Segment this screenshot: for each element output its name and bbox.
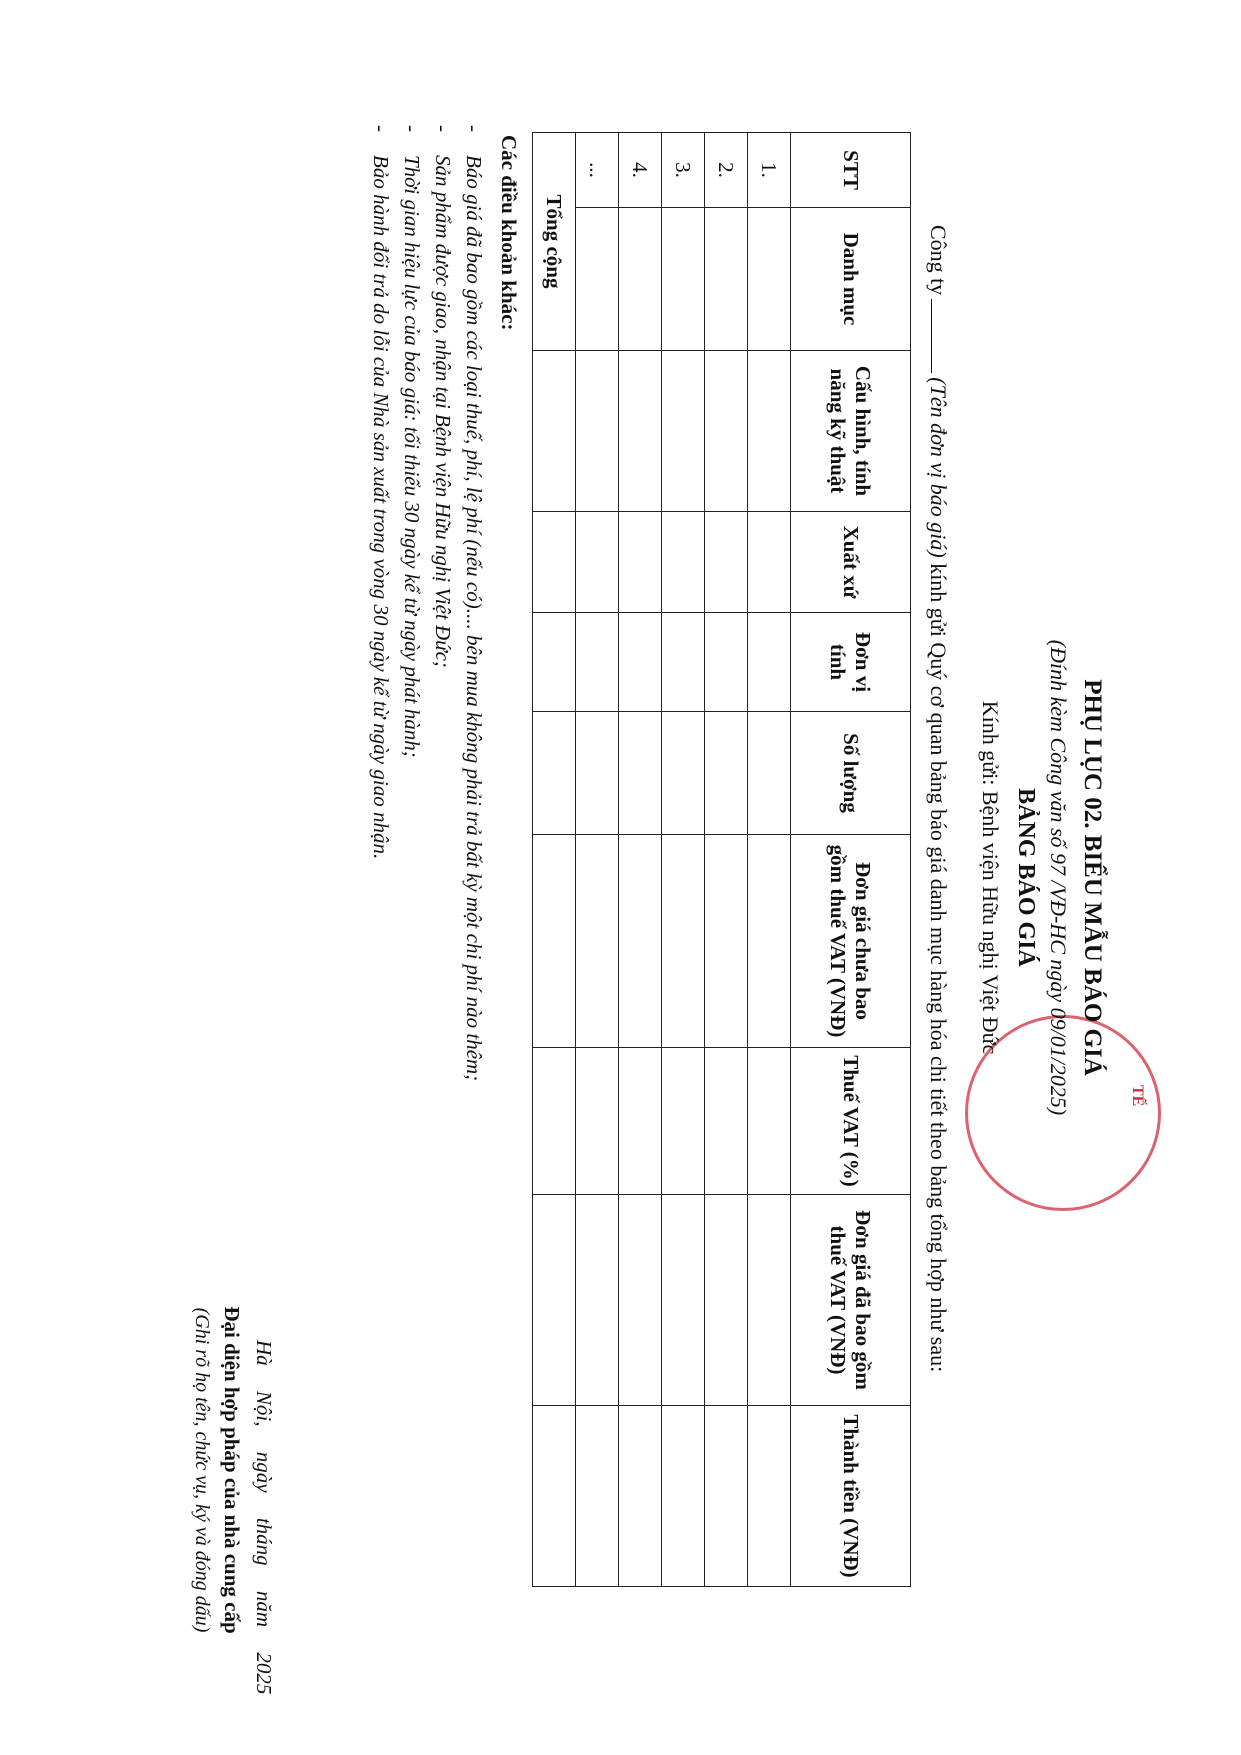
- table-row: [576, 133, 619, 1587]
- company-name-blank: [931, 299, 932, 373]
- col-header: Danh mục: [791, 208, 911, 351]
- row-number: 3.: [662, 133, 705, 208]
- table-row: [662, 133, 705, 1587]
- table-row: [748, 133, 791, 1587]
- stamp-text: TẾ: [1129, 1085, 1146, 1107]
- row-number: ...: [576, 133, 619, 208]
- table-row: [705, 133, 748, 1587]
- row-number: 4.: [619, 133, 662, 208]
- term-item: -Sản phẩm được giao, nhận tại Bệnh viện Hữu nghị Việt Đức;: [431, 125, 455, 668]
- col-header: Đơn giá chưa bao gồm thuế VAT (VNĐ): [791, 835, 911, 1048]
- row-number: 2.: [705, 133, 748, 208]
- intro-text: kính gửi Quý cơ quan bảng báo giá danh mục hàng hóa chi tiết theo bảng tổng hợp như sau:: [926, 563, 951, 1373]
- intro-note: (Tên đơn vị báo giá): [926, 377, 951, 558]
- total-row: [533, 133, 576, 1587]
- signature-role: Đại diện hợp pháp của nhà cung cấp: [220, 1306, 244, 1634]
- signature-date: Hà Nội, ngày tháng năm 2025: [252, 1340, 276, 1695]
- table-row: [619, 133, 662, 1587]
- term-item: -Thời gian hiệu lực của báo giá: tối thiểu 30 ngày kể từ ngày phát hành;: [400, 125, 424, 758]
- greeting: Kính gửi: Bệnh viện Hữu nghị Việt Đức: [978, 700, 1003, 1055]
- signature-note: (Ghi rõ họ tên, chức vụ, ký và đóng dấu): [191, 1307, 213, 1633]
- col-header: Số lượng: [791, 712, 911, 835]
- table-header-row: [791, 133, 911, 1587]
- document-title: PHỤ LỤC 02. BIỂU MẪU BÁO GIÁ: [1079, 679, 1106, 1076]
- intro-prefix: Công ty: [926, 225, 951, 296]
- form-title: BẢNG BÁO GIÁ: [1013, 788, 1039, 967]
- col-header: Cấu hình, tính năng kỹ thuật: [791, 351, 911, 512]
- intro-line: [925, 225, 951, 1372]
- col-header: Xuất xứ: [791, 512, 911, 613]
- total-label: Tổng cộng: [533, 133, 576, 351]
- term-item: -Bảo hành đổi trả do lỗi của Nhà sản xuất trong vòng 30 ngày kể từ ngày giao nhận.: [369, 125, 393, 860]
- term-item: -Báo giá đã bao gồm các loại thuế, phí, lệ phí (nếu có).... bên mua không phải trả bất kỳ một chi phí nào thêm;: [462, 125, 486, 1082]
- document-reference: (Đính kèm Công văn số 97 /VĐ-HC ngày 09/01/2025): [1046, 639, 1071, 1116]
- terms-heading: Các điều khoản khác:: [497, 135, 521, 331]
- row-number: 1.: [748, 133, 791, 208]
- col-header: Đơn giá đã bao gồm thuế VAT (VNĐ): [791, 1195, 911, 1406]
- col-header: Thành tiền (VNĐ): [791, 1406, 911, 1587]
- col-header: STT: [791, 133, 911, 208]
- quotation-table: [532, 132, 911, 1587]
- col-header: Thuế VAT (%): [791, 1048, 911, 1195]
- col-header: Đơn vị tính: [791, 613, 911, 712]
